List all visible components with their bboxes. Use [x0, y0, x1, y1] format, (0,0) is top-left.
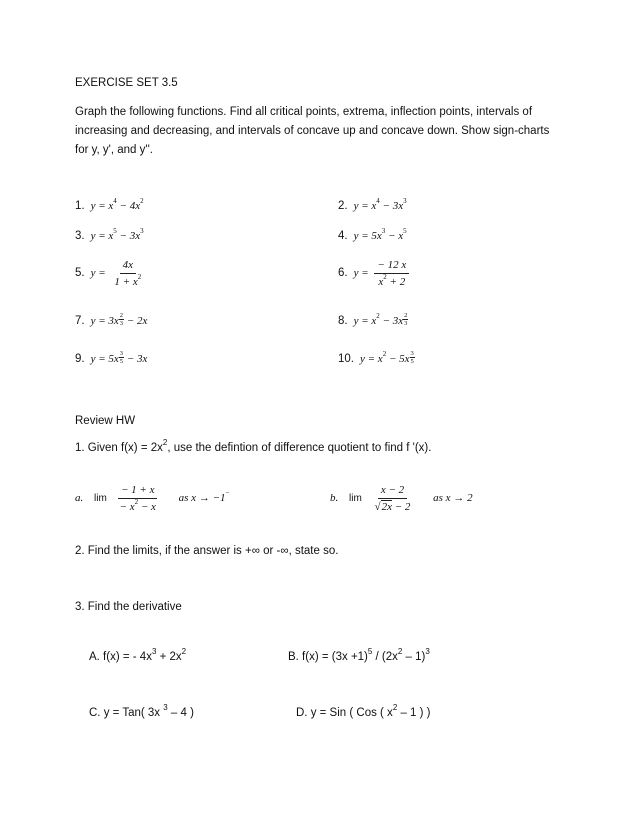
denominator-text: 1 + x [114, 276, 138, 288]
exp-numerator: 2 [404, 312, 408, 319]
exponent: 5 [113, 227, 117, 235]
exponent: 4 [376, 197, 380, 205]
deriv-text: D. y = Sin ( Cos ( x [296, 707, 393, 719]
deriv-text: + 2x [156, 651, 182, 663]
expr-part: − 3x [379, 200, 404, 212]
sqrt-icon: √ [374, 501, 381, 513]
exponent: − [225, 489, 230, 498]
exponent: 2 [392, 703, 398, 712]
limit-condition: as x → 2 [433, 492, 473, 505]
exponent: 3 [425, 647, 430, 656]
problem-1 [75, 197, 144, 212]
problem-number: 9. [75, 353, 85, 365]
deriv-text: B. f(x) = (3x +1) [288, 651, 368, 663]
fractional-exponent [410, 350, 415, 365]
problem-4 [338, 227, 407, 242]
exponent: 2 [137, 273, 142, 281]
fractional-exponent [403, 312, 408, 327]
review-q3: 3. Find the derivative [75, 601, 182, 613]
problem-number: 6. [338, 267, 348, 280]
exp-numerator: 3 [410, 350, 414, 357]
fraction [374, 259, 409, 288]
exponent: 4 [113, 197, 117, 205]
denominator [117, 499, 159, 513]
deriv-text: C. y = Tan( 3x [89, 707, 164, 719]
expr-part: y = x [353, 315, 377, 327]
expr-part: y = x [360, 353, 383, 365]
exp-denominator: 3 [119, 320, 124, 327]
review-q2: 2. Find the limits, if the answer is +∞ or -∞, state so. [75, 545, 339, 557]
problem-number: 3. [75, 230, 85, 242]
expr-part: − 3x [116, 230, 141, 242]
problem-7 [75, 312, 147, 327]
exponent: 5 [403, 227, 407, 235]
derivative-d [296, 703, 431, 719]
limit-a [75, 484, 229, 513]
problem-10 [338, 350, 415, 365]
deriv-text: – 4 ) [167, 707, 194, 719]
problem-5 [75, 259, 147, 288]
denominator [372, 499, 414, 513]
fraction [117, 484, 159, 513]
exp-denominator: 5 [119, 358, 124, 365]
exponent: 3 [381, 227, 386, 235]
exponent: 3 [151, 647, 157, 656]
exponent: 2 [140, 197, 144, 205]
numerator: 4x [120, 259, 136, 274]
expr-part: y = [90, 267, 106, 280]
problem-number: 7. [75, 315, 85, 327]
expr-part: y = x [90, 200, 114, 212]
q1-text: 1. Given f(x) = 2x [75, 442, 163, 454]
exp-denominator: 3 [404, 320, 408, 327]
review-q1 [75, 438, 432, 454]
expr-part: − 5x [386, 353, 410, 365]
expr-part: − x [385, 230, 404, 242]
problem-number: 5. [75, 267, 85, 280]
exp-numerator: 3 [119, 350, 124, 357]
denominator-text: − 2 [391, 501, 411, 513]
expr-part: − 3x [124, 353, 148, 365]
problem-8 [338, 312, 408, 327]
exponent: 5 [367, 647, 373, 656]
exponent: 2 [383, 273, 387, 281]
denominator [111, 274, 144, 288]
numerator: − 12 x [374, 259, 409, 274]
derivative-c [89, 703, 194, 719]
deriv-text: – 1 ) ) [397, 707, 431, 719]
limit-b [330, 484, 473, 513]
limit-condition: as x → −1 [178, 492, 226, 505]
expr-part: − 2x [124, 315, 148, 327]
problem-2 [338, 197, 407, 212]
exponent: 2 [181, 647, 187, 656]
exp-numerator: 2 [119, 312, 124, 319]
exponent: 2 [162, 438, 168, 447]
problem-number: 4. [338, 230, 348, 242]
deriv-text: – 1) [402, 651, 426, 663]
expr-part: y = 3x [90, 315, 119, 327]
exercise-title: EXERCISE SET 3.5 [75, 77, 178, 89]
denominator-text: − x [119, 501, 135, 513]
limit-label: b. [330, 492, 339, 505]
review-heading: Review HW [75, 415, 136, 427]
expr-part: y = 5x [353, 230, 382, 242]
problem-number: 10. [338, 353, 354, 365]
exp-denominator: 5 [410, 358, 414, 365]
instructions-paragraph: Graph the following functions. Find all critical points, extrema, inflection points, intervals of increasing and decreasing, and intervals of concave up and concave down. Show sign-charts for y, y', and y''. [75, 106, 550, 156]
deriv-text: A. f(x) = - 4x [89, 651, 152, 663]
derivative-b [288, 647, 430, 663]
expr-part: y = [353, 267, 369, 280]
lim-operator: lim [349, 493, 362, 505]
exponent: 3 [140, 227, 144, 235]
exponent: 3 [163, 703, 168, 712]
denominator-text: x [378, 276, 384, 288]
denominator-text: + 2 [386, 276, 406, 288]
expr-part: − 4x [116, 200, 141, 212]
fraction [372, 484, 414, 513]
numerator: − 1 + x [118, 484, 157, 499]
denominator [375, 274, 408, 288]
exponent: 2 [376, 312, 380, 320]
limit-label: a. [75, 492, 84, 505]
radicand: 2x [381, 501, 392, 513]
expr-part: y = 5x [90, 353, 119, 365]
numerator: x − 2 [378, 484, 407, 499]
expr-part: − 3x [379, 315, 404, 327]
derivative-a [89, 647, 187, 663]
expr-part: y = x [353, 200, 377, 212]
fraction [111, 259, 144, 288]
problem-number: 1. [75, 200, 85, 212]
exponent: 2 [134, 498, 139, 506]
problem-9 [75, 350, 147, 365]
deriv-text: / (2x [372, 651, 398, 663]
expr-part: y = x [90, 230, 114, 242]
exponent: 2 [382, 350, 387, 358]
problem-3 [75, 227, 144, 242]
q1-text: , use the defintion of difference quotient to find f '(x). [167, 442, 432, 454]
exponent: 3 [403, 197, 407, 205]
exponent: 2 [397, 647, 403, 656]
lim-operator: lim [94, 493, 107, 505]
denominator-text: − x [138, 501, 156, 513]
problem-number: 8. [338, 315, 348, 327]
problem-6 [338, 259, 412, 288]
problem-number: 2. [338, 200, 348, 212]
